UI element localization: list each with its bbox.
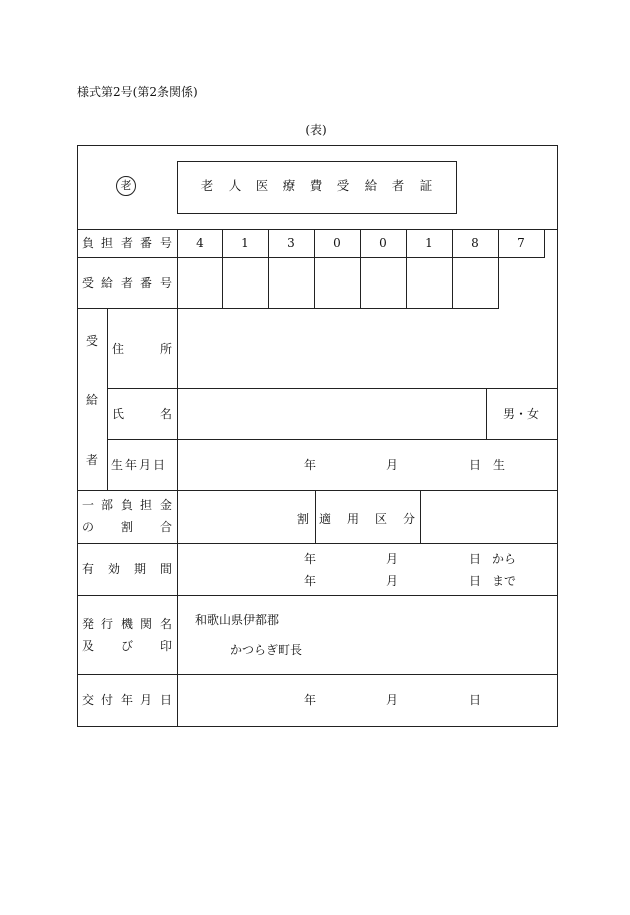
issuer-town-mayor: かつらぎ町長 [230,643,303,657]
payer-digit: 7 [517,236,525,250]
payer-digit: 1 [241,236,249,250]
issuer-prefecture-county: 和歌山県伊都郡 [195,613,280,627]
payer-digit: 1 [425,236,433,250]
seal-circle-mark [116,176,136,196]
copay-unit: 割 [296,512,310,526]
payer-digit: 4 [196,236,204,250]
payer-digit: 0 [379,236,387,250]
payer-digit: 3 [287,236,295,250]
payer-digit: 8 [471,236,479,250]
gender-options: 男・女 [502,407,540,421]
form-number: 様式第2号(第2条関係) [77,85,198,99]
seal-char: 老 [120,179,132,192]
side-label: (表) [305,123,327,137]
birth-date-label: 生年月日 [111,458,168,472]
payer-digit: 0 [333,236,341,250]
